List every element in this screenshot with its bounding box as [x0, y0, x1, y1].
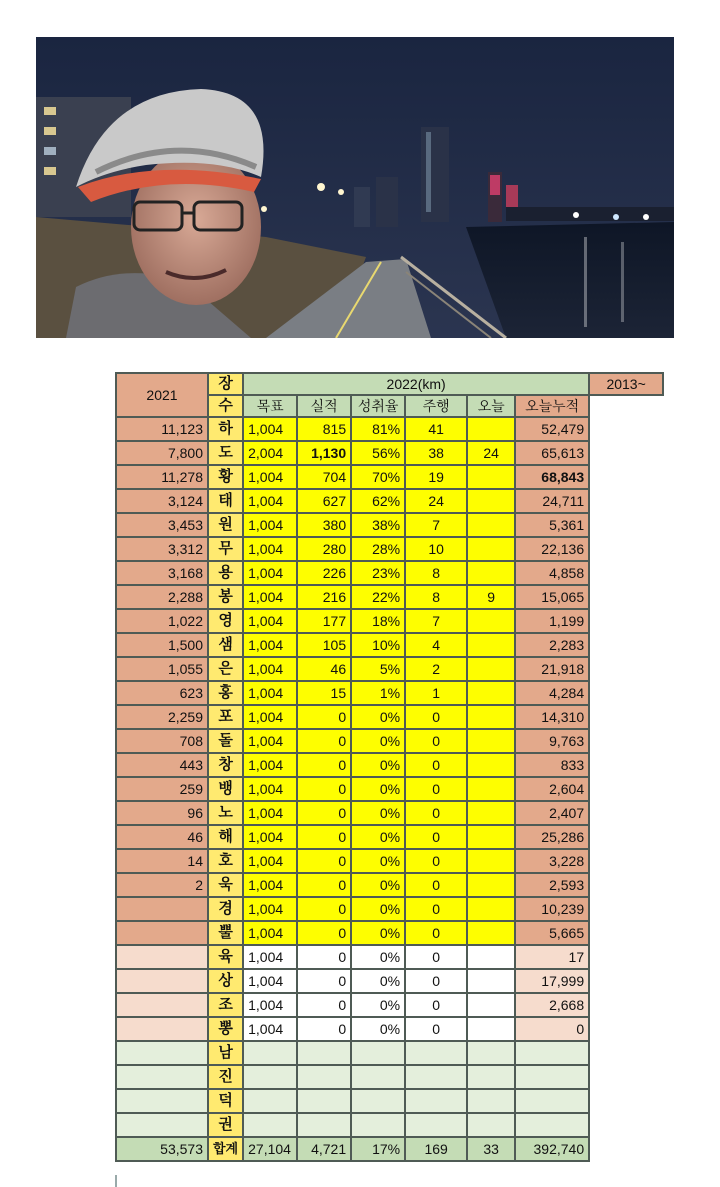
cell-goal: 1,004 [243, 873, 297, 897]
cell-cum: 17,999 [515, 969, 589, 993]
cell-prev: 2 [116, 873, 208, 897]
cell-goal: 1,004 [243, 465, 297, 489]
cell-goal: 1,004 [243, 609, 297, 633]
cell-prev [116, 1041, 208, 1065]
cell-actual: 627 [297, 489, 351, 513]
cell-rate: 18% [351, 609, 405, 633]
cell-count [405, 1041, 467, 1065]
header-name-top: 장 [208, 373, 243, 395]
cell-rate: 5% [351, 657, 405, 681]
cell-actual: 0 [297, 753, 351, 777]
table-row [116, 441, 663, 465]
cell-goal: 1,004 [243, 753, 297, 777]
cell-actual [297, 1065, 351, 1089]
cell-cum: 15,065 [515, 585, 589, 609]
cell-cum: 4,284 [515, 681, 589, 705]
cell-count: 8 [405, 585, 467, 609]
cell-goal: 1,004 [243, 681, 297, 705]
cell-name: 경 [208, 897, 243, 921]
table-row [116, 897, 663, 921]
cell-name: 뽕 [208, 1017, 243, 1041]
table-row [116, 1041, 663, 1065]
cell-name: 도 [208, 441, 243, 465]
cell-prev: 14 [116, 849, 208, 873]
cell-goal: 1,004 [243, 585, 297, 609]
cell-count: 0 [405, 897, 467, 921]
cell-name: 황 [208, 465, 243, 489]
cell-cum: 9,763 [515, 729, 589, 753]
cell-name: 권 [208, 1113, 243, 1137]
cell-prev [116, 1113, 208, 1137]
cell-count: 0 [405, 825, 467, 849]
cell-actual: 15 [297, 681, 351, 705]
cell-goal: 1,004 [243, 825, 297, 849]
cell-cum: 68,843 [515, 465, 589, 489]
cell-count: 1 [405, 681, 467, 705]
cell-count: 0 [405, 993, 467, 1017]
cell-goal: 2,004 [243, 441, 297, 465]
cell-prev: 708 [116, 729, 208, 753]
header-cum-top: 2013~ [589, 373, 663, 395]
cell-count: 0 [405, 1017, 467, 1041]
cell-name: 원 [208, 513, 243, 537]
header-name-bottom: 수 [208, 395, 243, 417]
cell-actual: 815 [297, 417, 351, 441]
table-row [116, 417, 663, 441]
cell-actual: 0 [297, 1017, 351, 1041]
cell-rate: 23% [351, 561, 405, 585]
cell-cum: 833 [515, 753, 589, 777]
header-count: 주행 [405, 395, 467, 417]
cell-name: 진 [208, 1065, 243, 1089]
cell-cum: 10,239 [515, 897, 589, 921]
cell-rate: 56% [351, 441, 405, 465]
header-prev-year: 2021 [116, 373, 208, 417]
table-row [116, 513, 663, 537]
cell-prev: 2,259 [116, 705, 208, 729]
cell-count: 0 [405, 801, 467, 825]
cell-name: 남 [208, 1041, 243, 1065]
header-rate: 성취율 [351, 395, 405, 417]
cell-actual: 0 [297, 777, 351, 801]
cell-name: 덕 [208, 1089, 243, 1113]
cell-name: 은 [208, 657, 243, 681]
cell-today [467, 633, 515, 657]
cell-today [467, 681, 515, 705]
header-today: 오늘 [467, 395, 515, 417]
cell-rate: 0% [351, 993, 405, 1017]
cell-prev: 46 [116, 825, 208, 849]
cell-rate [351, 1065, 405, 1089]
cell-today [467, 561, 515, 585]
table-row [116, 1065, 663, 1089]
cell-today [467, 537, 515, 561]
divider [115, 1175, 117, 1187]
total-rate: 17% [351, 1137, 405, 1161]
cell-today: 9 [467, 585, 515, 609]
cell-goal: 1,004 [243, 1017, 297, 1041]
cell-cum: 2,604 [515, 777, 589, 801]
cell-actual: 226 [297, 561, 351, 585]
cell-cum: 52,479 [515, 417, 589, 441]
cell-today [467, 1017, 515, 1041]
cell-count: 38 [405, 441, 467, 465]
cell-goal: 1,004 [243, 633, 297, 657]
cell-prev: 7,800 [116, 441, 208, 465]
cell-cum [515, 1113, 589, 1137]
cell-today [467, 945, 515, 969]
header-cum-bottom: 오늘누적 [515, 395, 589, 417]
cell-goal [243, 1113, 297, 1137]
cell-today [467, 897, 515, 921]
cell-count: 4 [405, 633, 467, 657]
cell-goal: 1,004 [243, 777, 297, 801]
cell-name: 해 [208, 825, 243, 849]
table-row [116, 657, 663, 681]
cell-rate: 0% [351, 705, 405, 729]
cell-count: 10 [405, 537, 467, 561]
cell-count: 0 [405, 729, 467, 753]
table-row [116, 1113, 663, 1137]
cell-cum [515, 1041, 589, 1065]
cell-prev: 11,278 [116, 465, 208, 489]
cell-rate: 28% [351, 537, 405, 561]
cell-rate: 81% [351, 417, 405, 441]
table-row [116, 609, 663, 633]
cell-actual: 0 [297, 705, 351, 729]
cell-today [467, 417, 515, 441]
cell-prev [116, 969, 208, 993]
cell-cum: 1,199 [515, 609, 589, 633]
table-row [116, 1017, 663, 1041]
cell-prev: 3,312 [116, 537, 208, 561]
table-row [116, 825, 663, 849]
cell-name: 용 [208, 561, 243, 585]
cell-today [467, 705, 515, 729]
cell-prev: 623 [116, 681, 208, 705]
cell-cum: 5,665 [515, 921, 589, 945]
cell-cum: 65,613 [515, 441, 589, 465]
cell-goal: 1,004 [243, 705, 297, 729]
cell-prev: 259 [116, 777, 208, 801]
cell-rate: 38% [351, 513, 405, 537]
table-row [116, 561, 663, 585]
cell-goal [243, 1065, 297, 1089]
cell-today [467, 1065, 515, 1089]
header-actual: 실적 [297, 395, 351, 417]
cell-prev [116, 993, 208, 1017]
total-actual: 4,721 [297, 1137, 351, 1161]
cell-today [467, 777, 515, 801]
cell-actual: 0 [297, 825, 351, 849]
cell-goal: 1,004 [243, 993, 297, 1017]
cell-count: 2 [405, 657, 467, 681]
cell-cum: 14,310 [515, 705, 589, 729]
total-count: 169 [405, 1137, 467, 1161]
cell-cum: 22,136 [515, 537, 589, 561]
cell-today [467, 801, 515, 825]
table-row [116, 537, 663, 561]
table-row [116, 585, 663, 609]
cell-count: 7 [405, 513, 467, 537]
table-row [116, 681, 663, 705]
cell-count [405, 1113, 467, 1137]
cell-name: 영 [208, 609, 243, 633]
cell-actual: 0 [297, 849, 351, 873]
cell-name: 봉 [208, 585, 243, 609]
cell-name: 상 [208, 969, 243, 993]
cell-rate: 0% [351, 1017, 405, 1041]
cell-rate: 0% [351, 801, 405, 825]
header-row-1 [116, 373, 663, 395]
cell-cum: 4,858 [515, 561, 589, 585]
cell-goal: 1,004 [243, 801, 297, 825]
cell-today [467, 513, 515, 537]
cell-name: 태 [208, 489, 243, 513]
cell-prev: 3,124 [116, 489, 208, 513]
table-row [116, 945, 663, 969]
cell-today [467, 657, 515, 681]
cell-prev [116, 921, 208, 945]
cell-name: 무 [208, 537, 243, 561]
table-row [116, 801, 663, 825]
cell-goal: 1,004 [243, 945, 297, 969]
cell-today [467, 825, 515, 849]
cell-rate: 0% [351, 849, 405, 873]
cell-goal [243, 1041, 297, 1065]
cell-today: 24 [467, 441, 515, 465]
cell-count: 0 [405, 921, 467, 945]
cell-actual: 0 [297, 873, 351, 897]
total-prev: 53,573 [116, 1137, 208, 1161]
cell-name: 뱅 [208, 777, 243, 801]
cell-actual: 177 [297, 609, 351, 633]
table-row [116, 1089, 663, 1113]
table-row [116, 705, 663, 729]
cell-name: 육 [208, 945, 243, 969]
cell-rate [351, 1113, 405, 1137]
header-goal: 목표 [243, 395, 297, 417]
cell-goal [243, 1089, 297, 1113]
cell-goal: 1,004 [243, 897, 297, 921]
cell-prev [116, 945, 208, 969]
cell-today [467, 1113, 515, 1137]
cell-actual: 0 [297, 921, 351, 945]
cell-name: 욱 [208, 873, 243, 897]
cell-cum: 5,361 [515, 513, 589, 537]
cell-today [467, 489, 515, 513]
cell-goal: 1,004 [243, 849, 297, 873]
cell-actual: 0 [297, 993, 351, 1017]
cell-count: 0 [405, 753, 467, 777]
cell-count: 7 [405, 609, 467, 633]
cell-actual: 0 [297, 969, 351, 993]
cell-prev: 1,500 [116, 633, 208, 657]
cell-actual [297, 1089, 351, 1113]
cell-prev: 1,022 [116, 609, 208, 633]
cell-cum: 25,286 [515, 825, 589, 849]
cell-name: 호 [208, 849, 243, 873]
cell-rate: 0% [351, 921, 405, 945]
cell-cum [515, 1089, 589, 1113]
cell-actual: 0 [297, 945, 351, 969]
cell-name: 뿔 [208, 921, 243, 945]
cell-name: 홍 [208, 681, 243, 705]
cell-rate: 0% [351, 753, 405, 777]
cell-actual: 0 [297, 897, 351, 921]
cell-name: 하 [208, 417, 243, 441]
cell-count: 41 [405, 417, 467, 441]
cell-name: 노 [208, 801, 243, 825]
total-today: 33 [467, 1137, 515, 1161]
cell-rate: 0% [351, 777, 405, 801]
cell-today [467, 753, 515, 777]
cell-rate: 10% [351, 633, 405, 657]
cell-count: 8 [405, 561, 467, 585]
cell-count: 0 [405, 873, 467, 897]
cell-prev [116, 897, 208, 921]
total-goal: 27,104 [243, 1137, 297, 1161]
cell-actual: 0 [297, 801, 351, 825]
table-row [116, 921, 663, 945]
cell-prev: 3,168 [116, 561, 208, 585]
cell-actual: 1,130 [297, 441, 351, 465]
cell-rate: 62% [351, 489, 405, 513]
cell-actual: 216 [297, 585, 351, 609]
cell-today [467, 1041, 515, 1065]
cell-rate: 0% [351, 945, 405, 969]
cell-prev: 1,055 [116, 657, 208, 681]
cell-actual: 105 [297, 633, 351, 657]
table-row [116, 465, 663, 489]
cell-count: 0 [405, 945, 467, 969]
cell-name: 샘 [208, 633, 243, 657]
cell-rate: 0% [351, 897, 405, 921]
cell-rate [351, 1041, 405, 1065]
cell-count: 19 [405, 465, 467, 489]
cell-prev [116, 1065, 208, 1089]
cell-today [467, 1089, 515, 1113]
cell-cum: 2,283 [515, 633, 589, 657]
mileage-table [115, 372, 664, 1162]
table-row [116, 849, 663, 873]
cell-cum: 2,407 [515, 801, 589, 825]
header-period: 2022(km) [243, 373, 589, 395]
cell-rate: 0% [351, 873, 405, 897]
cell-prev: 3,453 [116, 513, 208, 537]
cell-cum: 0 [515, 1017, 589, 1041]
cell-rate: 1% [351, 681, 405, 705]
cell-cum: 17 [515, 945, 589, 969]
cell-count: 24 [405, 489, 467, 513]
cell-actual [297, 1113, 351, 1137]
cell-count: 0 [405, 777, 467, 801]
table-row [116, 633, 663, 657]
total-name: 합계 [208, 1137, 243, 1161]
cell-count: 0 [405, 849, 467, 873]
cell-goal: 1,004 [243, 969, 297, 993]
selfie-photo [36, 37, 674, 338]
table-row [116, 729, 663, 753]
cell-rate: 0% [351, 969, 405, 993]
cell-prev: 11,123 [116, 417, 208, 441]
cell-goal: 1,004 [243, 657, 297, 681]
cell-today [467, 465, 515, 489]
cell-name: 돌 [208, 729, 243, 753]
cell-count: 0 [405, 705, 467, 729]
table-row [116, 873, 663, 897]
table-row [116, 777, 663, 801]
cell-actual: 704 [297, 465, 351, 489]
cell-prev: 96 [116, 801, 208, 825]
cell-cum: 3,228 [515, 849, 589, 873]
total-row [116, 1137, 663, 1161]
cell-goal: 1,004 [243, 561, 297, 585]
cell-name: 조 [208, 993, 243, 1017]
cell-goal: 1,004 [243, 921, 297, 945]
table-row [116, 489, 663, 513]
cell-cum [515, 1065, 589, 1089]
cell-count [405, 1065, 467, 1089]
cell-goal: 1,004 [243, 417, 297, 441]
cell-cum: 21,918 [515, 657, 589, 681]
cell-prev [116, 1089, 208, 1113]
total-cum: 392,740 [515, 1137, 589, 1161]
cell-rate: 70% [351, 465, 405, 489]
cell-rate [351, 1089, 405, 1113]
cell-today [467, 729, 515, 753]
cell-name: 창 [208, 753, 243, 777]
cell-name: 포 [208, 705, 243, 729]
cell-actual: 46 [297, 657, 351, 681]
cell-prev: 2,288 [116, 585, 208, 609]
cell-today [467, 969, 515, 993]
cell-rate: 0% [351, 825, 405, 849]
cell-count [405, 1089, 467, 1113]
cell-actual: 0 [297, 729, 351, 753]
table-row [116, 753, 663, 777]
cell-prev: 443 [116, 753, 208, 777]
cell-goal: 1,004 [243, 513, 297, 537]
cell-goal: 1,004 [243, 489, 297, 513]
cell-prev [116, 1017, 208, 1041]
cell-actual [297, 1041, 351, 1065]
cell-rate: 0% [351, 729, 405, 753]
cell-goal: 1,004 [243, 537, 297, 561]
cell-today [467, 873, 515, 897]
cell-today [467, 849, 515, 873]
table-row [116, 993, 663, 1017]
cell-count: 0 [405, 969, 467, 993]
cell-cum: 24,711 [515, 489, 589, 513]
cell-cum: 2,668 [515, 993, 589, 1017]
cell-today [467, 609, 515, 633]
cell-today [467, 921, 515, 945]
cell-goal: 1,004 [243, 729, 297, 753]
cell-actual: 280 [297, 537, 351, 561]
cell-today [467, 993, 515, 1017]
cell-rate: 22% [351, 585, 405, 609]
table-row [116, 969, 663, 993]
cell-cum: 2,593 [515, 873, 589, 897]
cell-actual: 380 [297, 513, 351, 537]
